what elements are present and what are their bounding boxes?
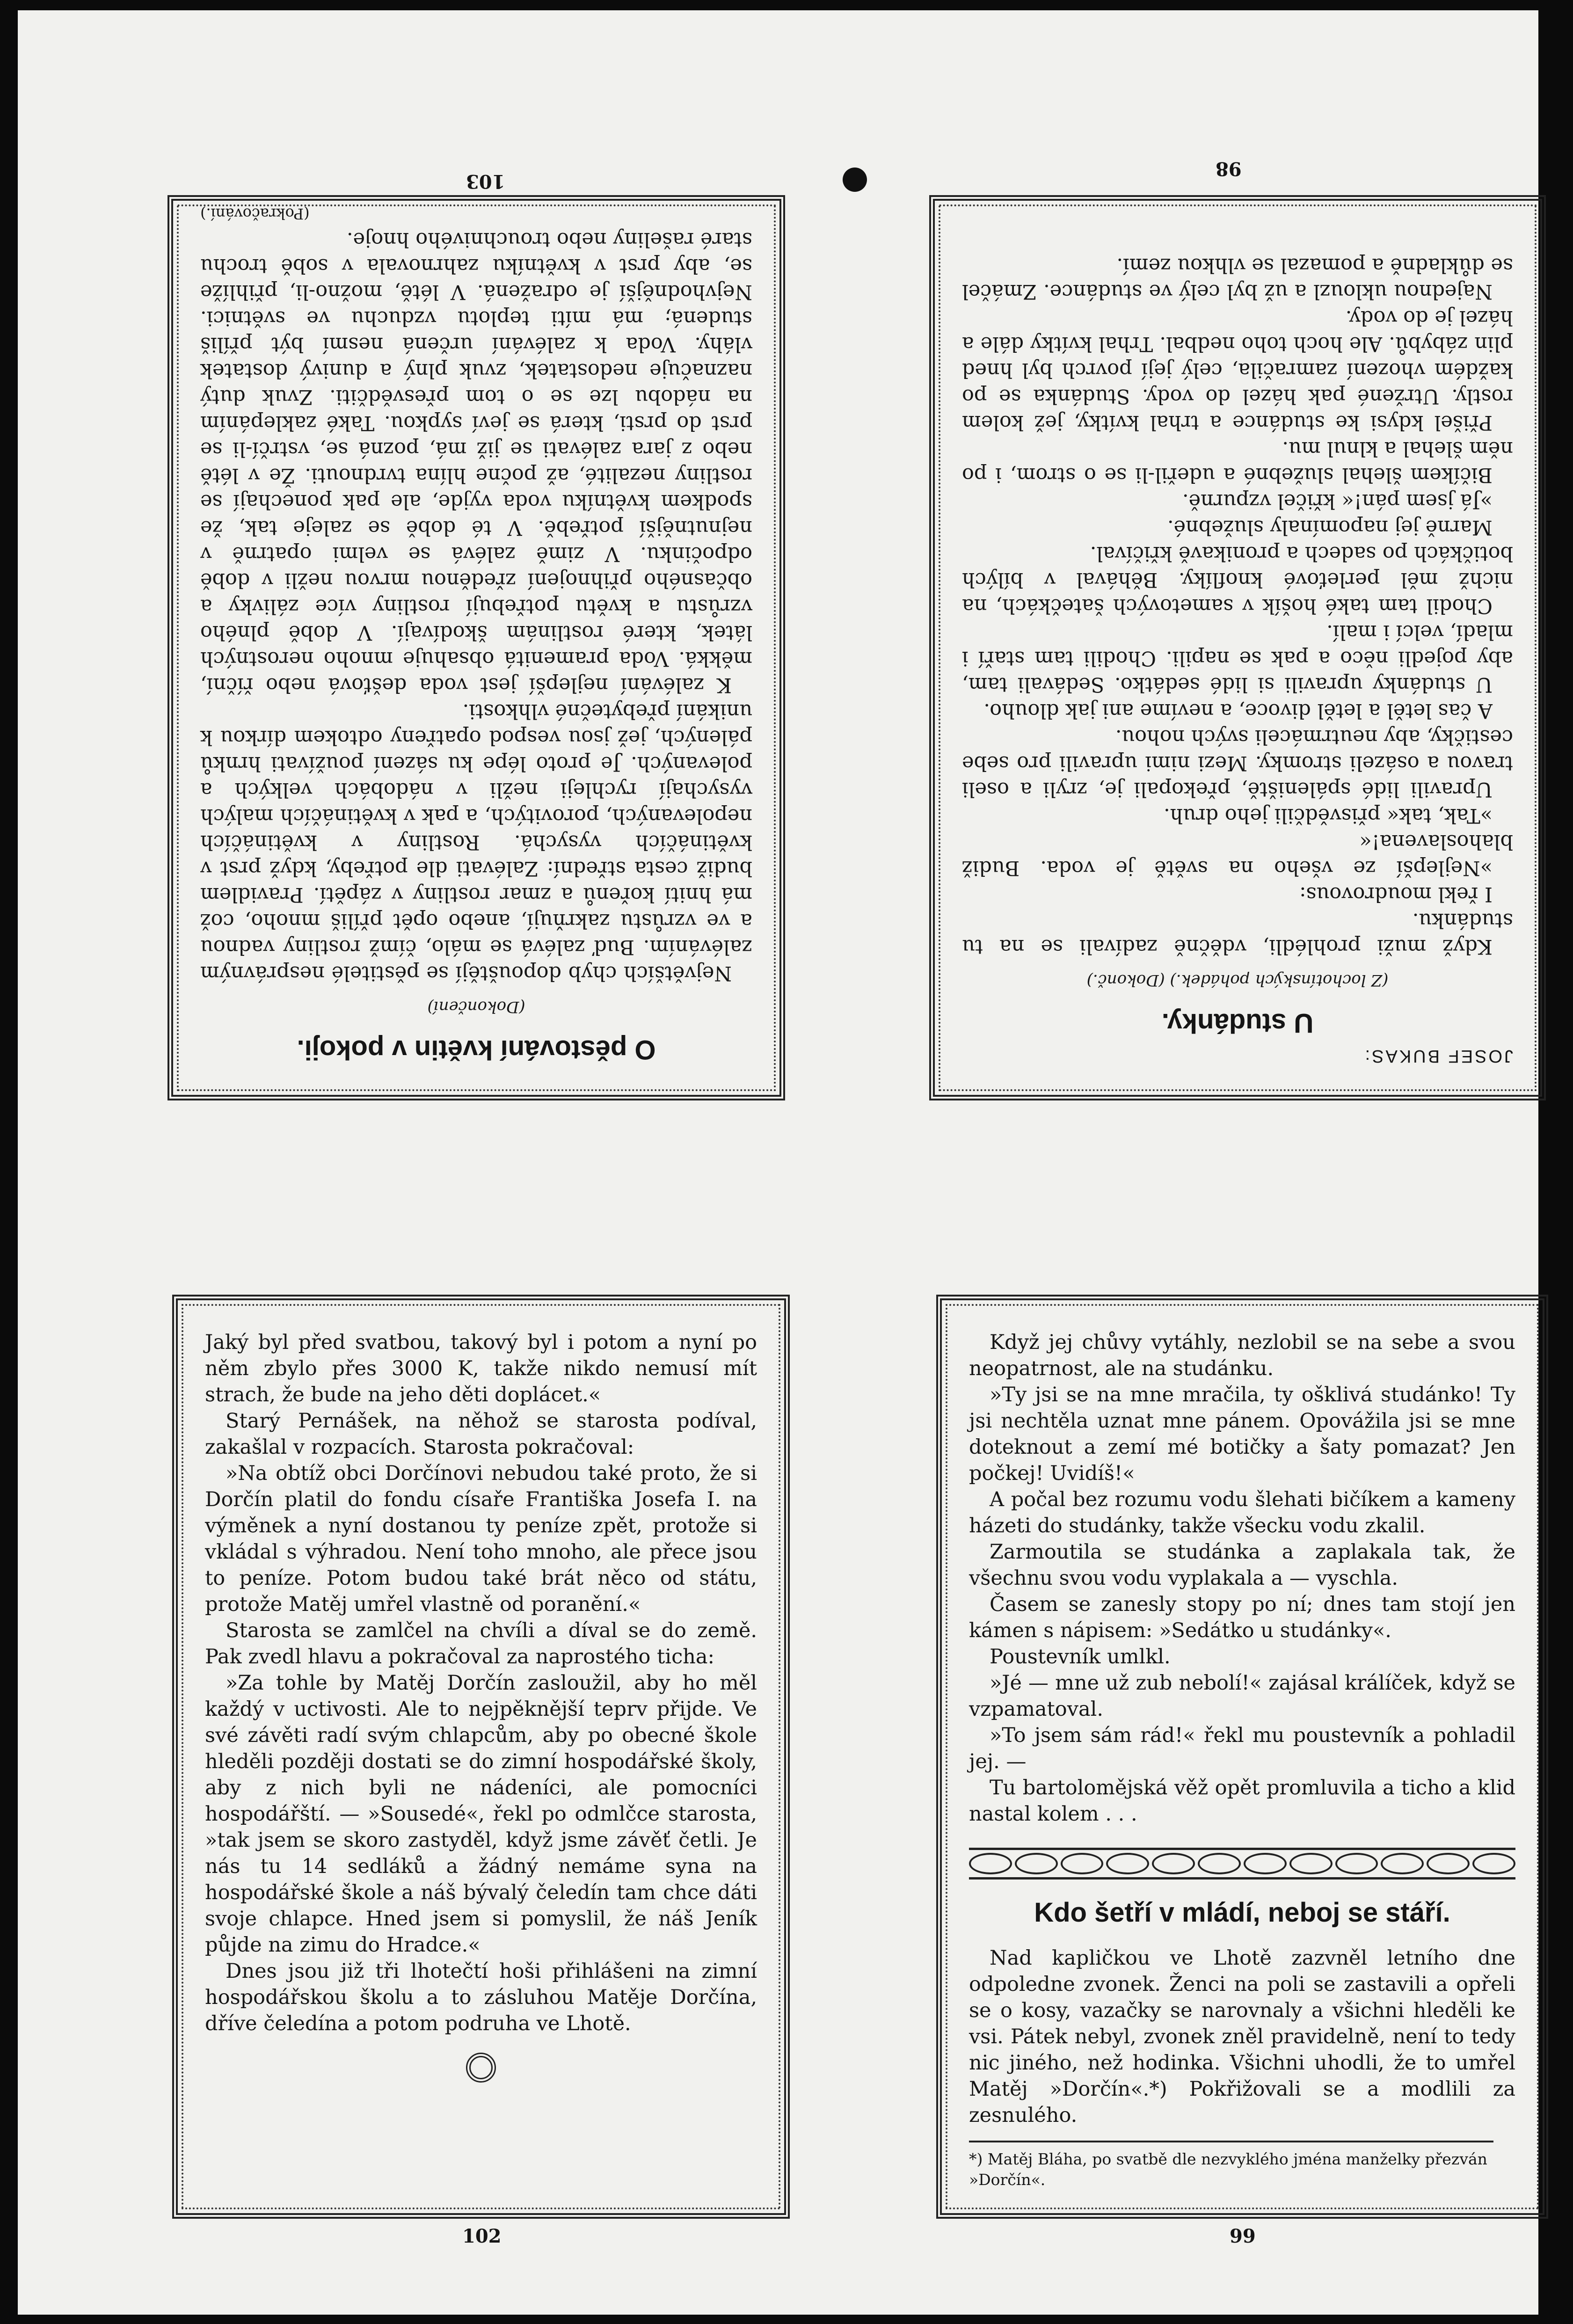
- paragraph: K zalévání nejlepší jest voda dešťová nebo říční, měkká. Voda pramenitá obsahuje mnoho nerostných látek, které rostlinám škodívají. V době plného vzrůstu a květu potřebují rostliny více zálivky a občasného přihnojení zředěnou mrvou nežli v době odpočinku. V zimě zalévá se velmi opatrně v nejnutnější potřebě. V té době se zaleje tak, že spodkem květníku voda vyjde, ale pak ponechají se rostliny nezalité, až počne hlína tvrdnouti. Že v létě nebo z jara zalévati se již má, pozná se, vstrčí-li se prst do prsti, která se jeví sypkou. Také zaklepáním na nádobu lze se o tom přesvědčiti. Zvuk dutý naznačuje nedostatek, zvuk plný a dunivý dostatek vláhy. Voda k zalévání určená nesmí být příliš studená; má míti teplotu vzduchu ve světnici. Nejvhodnější je odražená. V létě, možno-li, přihlíže se, aby prst v květníku zahrnovala v sobě trochu staré rašeliny nebo trouchnivého hnoje.: [200, 228, 752, 697]
- paragraph: Upravili lidé spáleniště, překopali je, zryli a oseli travou a osázeli stromky. Mezi nimi upravili pro sebe cestičky, aby neutrmáceli svých nohou.: [962, 725, 1513, 801]
- paragraph: Tu bartolomějská věž opět promluvila a ticho a klid nastal kolem . . .: [969, 1776, 1515, 1826]
- article-title-studanka: U studánky.: [1161, 1008, 1314, 1038]
- author-name: JOSEF BUKAS:: [1363, 1046, 1513, 1066]
- paragraph: A čas letěl a letěl divoce, a nevíme ani jak dlouho.: [983, 699, 1493, 722]
- paragraph: »Ty jsi se na mne mračila, ty ošklivá studánko! Ty jsi nechtěla uznat mne pánem. Opovážila jsi se mne doteknout a zemí mé botičky a šaty pomazat? Jen počkej! Uvidíš!«: [969, 1383, 1515, 1485]
- paragraph: »Jé — mne už zub nebolí!« zajásal králíček, když se vzpamatoval.: [969, 1671, 1515, 1721]
- article-subtitle-flowers: (Dokončení): [427, 998, 525, 1016]
- paragraph: U studánky upravili si lidé sedátko. Sedávali tam, aby pojedli něco a pak se napili. Chodili tam staří i mladí, velcí i malí.: [962, 620, 1513, 696]
- article-subtitle-studanka: (Z lochotínských pohádek.) (Dokonč.): [1086, 971, 1389, 990]
- paragraph: »To jsem sám rád!« řekl mu poustevník a pohladil jej. —: [969, 1724, 1515, 1773]
- paragraph: Zarmoutila se studánka a zaplakala tak, že všechnu svou vodu vyplakala a — vyschla.: [969, 1540, 1515, 1590]
- page-102-frame: [172, 1295, 790, 2219]
- paragraph: »Na obtíž obci Dorčínovi nebudou také proto, že si Dorčín platil do fondu císaře Františka Josefa I. na výměnek a nyní dostanou ty peníze zpět, protože si vkládal s výhradou. Není toho mnoho, ale přece jsou to peníze. Potom budou také brát něco od státu, protože Matěj umřel vlastně od poranění.«: [205, 1462, 757, 1616]
- page-103-frame: [167, 195, 785, 1100]
- end-ornament-icon: [466, 2053, 496, 2083]
- page-98-frame: [929, 195, 1546, 1100]
- paragraph: Nad kapličkou ve Lhotě zazvněl letního dne odpoledne zvonek. Ženci na poli se zastavili a opřeli se o kosy, vazačky se narovnaly a všichni hleděli ke vsi. Pátek nebyl, zvonek zněl pravidelně, není to tedy nic jiného, než hodinka. Všichni uhodli, že to umřel Matěj »Dorčín«.*) Pokřižovali se a modlili za zesnulého.: [969, 1946, 1515, 2127]
- paragraph: Chodil tam také hošík v sametových šatečkách, na nichž měl perleťové knoflíky. Běhával v bílých botičkách po sadech a pronikavě křičíval.: [962, 542, 1513, 618]
- paragraph: Starý Pernášek, na něhož se starosta podíval, zakašlal v rozpacích. Starosta pokračoval:: [205, 1409, 757, 1459]
- page-99-frame: [936, 1295, 1548, 2219]
- paragraph: Když muži prohlédli, vděčně zadívali se na tu studánku.: [962, 909, 1513, 958]
- paragraph: Bičíkem šlehal služebné a udeřil-li se o strom, i po něm šlehal a klnul mu.: [962, 437, 1513, 487]
- paragraph: Když jej chůvy vytáhly, nezlobil se na sebe a svou neopatrnost, ale na studánku.: [969, 1331, 1515, 1380]
- paragraph: Časem se zanesly stopy po ní; dnes tam stojí jen kámen s nápisem: »Sedátko u studánky«.: [969, 1593, 1515, 1642]
- paragraph: Najednou uklouzl a už byl celý ve studánce. Zmáčel se důkladně a pomazal se vlhkou zemí.: [962, 254, 1513, 303]
- page-number-102: 102: [462, 2225, 502, 2247]
- article-title-savings: Kdo šetří v mládí, neboj se stáří.: [1034, 1897, 1450, 1928]
- paragraph: »Tak, tak« přisvědčili jeho druh.: [1164, 804, 1493, 827]
- ornament-divider: [969, 1848, 1515, 1880]
- paragraph: »Já jsem pán!« křičel vzpurně.: [1182, 489, 1493, 513]
- paragraph: Největších chyb dopouštějí se pěstitelé nesprávným zaléváním. Buď zalévá se málo, čímž rostliny vadnou a ve vzrůstu zakrňují, anebo opět příliš mnoho, což má hnití kořenů a zmar rostliny v zápětí. Pravidlem budiž cesta střední: Zalévati dle potřeby, když prst v květináčích vysychá. Rostliny v květináčích nepolevaných, porovitých, a pak v květináčích malých vysychají rychleji nežli v nádobách velkých a polevaných. Je proto lépe ku sázení používati hrnků pálených, jež jsou vespod opatřeny odtokem dírkou k unikání přebytečné vlhkosti.: [200, 699, 752, 985]
- paragraph: Poustevník umlkl.: [990, 1645, 1171, 1668]
- paragraph: Dnes jsou již tři lhotečtí hoši přihlášeni na zimní hospodářskou školu a to zásluhou Matěje Dorčína, dříve čeledína a potom podruha ve Lhotě.: [205, 1960, 757, 2035]
- page-number-98: 98: [1216, 158, 1242, 180]
- continued-note: (Pokračování.): [200, 205, 310, 223]
- paragraph: »Nejlepší ze všeho na světě je voda. Budiž blahoslavena!«: [962, 830, 1513, 880]
- page-number-99: 99: [1230, 2225, 1256, 2247]
- page-number-103: 103: [466, 170, 505, 192]
- article-title-flowers: O pěstování květin v pokoji.: [297, 1035, 656, 1065]
- scanned-sheet: [18, 10, 1538, 2315]
- paragraph: A počal bez rozumu vodu šlehati bičíkem a kameny házeti do studánky, takže všecku vodu zkalil.: [969, 1488, 1515, 1537]
- punch-hole: [843, 168, 867, 192]
- paragraph: Marně jej napomínaly služebné.: [1167, 516, 1493, 539]
- paragraph: Jaký byl před svatbou, takový byl i potom a nyní po něm zbylo přes 3000 K, takže nikdo nemusí mít strach, že bude na jeho děti doplácet.«: [205, 1331, 757, 1406]
- paragraph: I řekl moudrovous:: [1299, 882, 1493, 906]
- footnote: *) Matěj Bláha, po svatbě dle nezvyklého jména manželky přezván »Dorčín«.: [969, 2141, 1493, 2190]
- paragraph: Přišel kdysi ke studánce a trhal kvítky, jež kolem rostly. Utržené pak házel do vody. Studánka se po každém vhození zamračila, celý její povrch byl hned plin zábybů. Ale hoch toho nedbal. Trhal kvítky dále a házel je do vody.: [962, 306, 1513, 434]
- paragraph: »Za tohle by Matěj Dorčín zasloužil, aby ho měl každý v uctivosti. Ale to nejpěknější teprv přijde. Ve své závěti radí svým chlapcům, aby po obecné škole hleděli později dostati se do zimní hospodářské školy, aby z nich byli ne nádeníci, ale pomocníci hospodářští. — »Sousedé«, řekl po odmlčce starosta, »tak jsem se skoro zastyděl, když jsme závěť četli. Je nás tu 14 sedláků a žádný nemáme syna na hospodářské škole a náš bývalý čeledín tam chce dáti svoje chlapce. Hned jsem si pomyslil, že náš Jeník půjde na zimu do Hradce.«: [205, 1671, 757, 1957]
- paragraph: Starosta se zamlčel na chvíli a díval se do země. Pak zvedl hlavu a pokračoval za naprostého ticha:: [205, 1619, 757, 1668]
